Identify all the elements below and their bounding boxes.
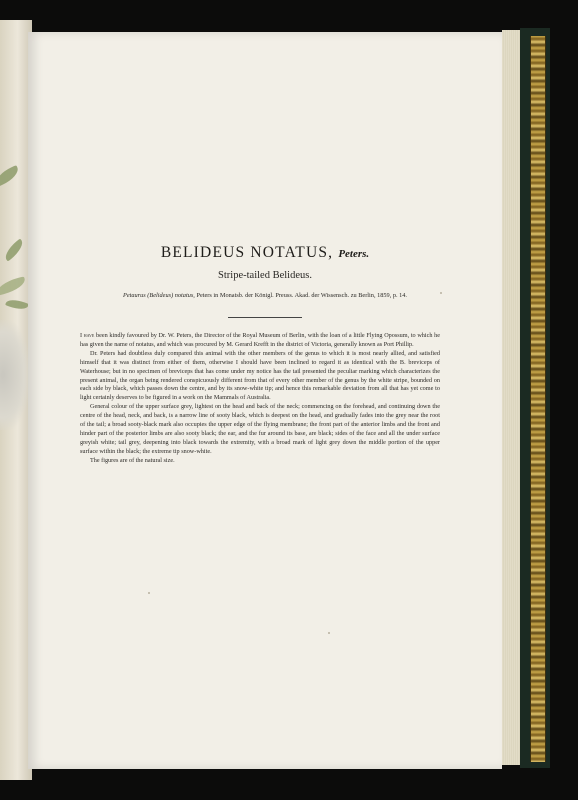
paragraph-text: been kindly favoured by Dr. W. Peters, the Director of the Royal Museum of Berlin, with the loan of a little Flying Opossum, to which he has given the name of notatus, and which was procured by M. Gerard Krefft in the district of Victoria, generally known as Port Phillip. [80,332,440,348]
paragraph: Dr. Peters had doubtless duly compared this animal with the other members of the genus to which it is most nearly allied, and satisfied himself that it was distinct from either of them, otherwise I should have been inclined to regard it as identical with the B. breviceps of Waterhouse; but in no specimen of breviceps that has come under my notice has the tail presented the peculiar marking which characterizes the present animal, the organ being rendered conspicuously different from that of every other member of the genus by the white stripe, bounded on each side by black, which passes down the centre, and by its snow-white tip; and hence this remarkable deviation from all that has yet come to light certainly deserves to be figured in a work on the Mammals of Australia. [80,349,440,402]
synonym-name: Petaurus (Belideus) notatus, [122,292,195,299]
plate-animal-illustration [0,320,30,430]
paragraph [80,332,440,350]
plate-leaf-illustration [5,297,29,313]
species-title [28,244,502,262]
text-page [28,32,502,769]
page-block-edges [502,30,520,765]
synonym-citation [28,292,502,299]
gilt-fore-edge [530,36,546,762]
common-name: Stripe-tailed Belideus. [218,270,312,281]
title-divider [228,317,302,318]
species-name: BELIDEUS NOTATUS, [160,244,334,261]
paragraph-lead: I have [80,332,95,339]
plate-leaf-illustration [0,276,27,295]
synonym-reference: Peters in Monatsb. der Königl. Preuss. Akad. der Wissensch. zu Berlin, 1859, p. 14. [196,292,408,299]
plate-leaf-illustration [2,238,27,261]
description-body [80,332,440,466]
plate-leaf-illustration [0,165,21,187]
paragraph: General colour of the upper surface grey, lightest on the head and back of the neck; commencing on the forehead, and continuing down the centre of the head, neck, and back, is a narrow line of sooty black, which is deepest on the head, and gradually fades into the grey near the root of the tail; a broad sooty-black mark also occupies the upper edge of the flying membrane; the front part of the anterior limbs and the front and hinder part of the posterior limbs are also sooty black; the ear, and the fur around its base, are black; sides of the face and all the under surface greyish white; tail grey, deepening into black towards the extremity, with a broad mark of light grey down the middle portion of the upper surface within the black; the extreme tip snow-white. [80,403,440,455]
paragraph: The figures are of the natural size. [90,456,175,464]
species-author: Peters. [338,248,370,260]
